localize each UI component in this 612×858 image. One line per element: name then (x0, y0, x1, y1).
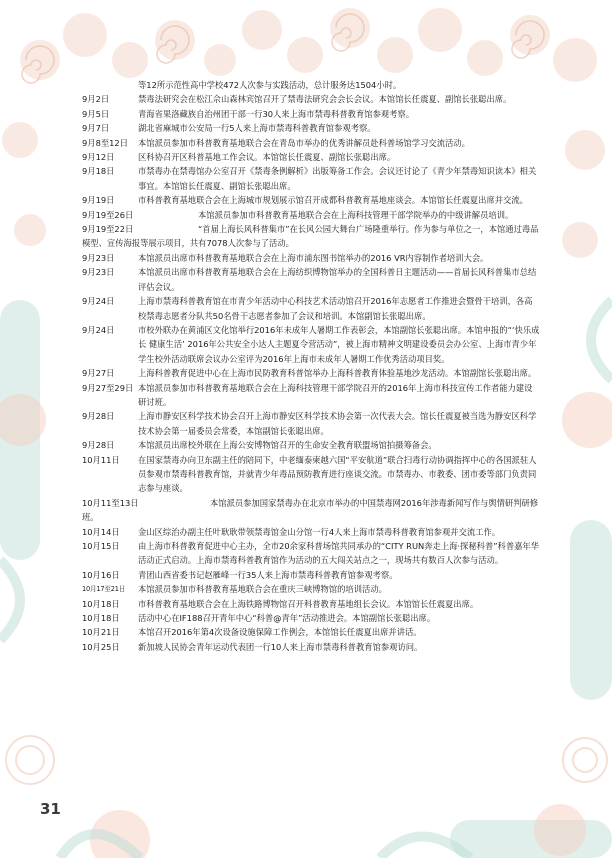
entry-date: 9月19日 (82, 195, 115, 206)
entry-date: 9月8至12日 (82, 137, 129, 148)
chronicle-entry (82, 92, 540, 106)
page-number: 31 (40, 800, 61, 818)
entry-text: 金山区综治办副主任叶耿耿带领禁毒馆金山分馆一行4人来上海市禁毒科普教育馆参观并交流工作。 (138, 526, 501, 537)
chronicle-entry (82, 121, 540, 135)
entry-text: 本馆召开2016年第4次设备设施保障工作例会，本馆馆长任震夏出席并讲话。 (138, 627, 422, 638)
entry-date: 10月15日 (82, 541, 120, 551)
entry-date: 10月14日 (82, 526, 120, 537)
chronicle-entry (82, 323, 540, 366)
entry-date: 9月5日 (82, 108, 110, 119)
entry-text: 市科普教育基地联合会在上海城市规划展示馆召开成都科普教育基地座谈会。本馆馆长任震夏出席并交流。 (138, 195, 528, 206)
chronicle-entry (82, 640, 540, 654)
chronicle-entry (82, 78, 540, 92)
chronicle-entry (82, 366, 540, 380)
entry-date: 9月23日 (82, 252, 115, 263)
chronicle-entry (82, 265, 540, 294)
chronicle-entry (82, 294, 540, 323)
chronicle-entry (82, 438, 540, 452)
entry-text: 由上海市科普教育促进中心主办，全市20余家科普场馆共同承办的“CITY RUN奔走上海·探秘科普”科普嘉年华活动正式启动。上海市禁毒科普教育馆作为活动的五大闯关站点之一，现场共有数百人次参与活动。 (138, 541, 540, 566)
entry-date: 9月19至26日 (82, 209, 134, 220)
chronicle-entry (82, 597, 540, 611)
entry-text: 上海科普教育促进中心在上海市民防教育科普馆举办上海科普教育体验基地沙龙活动。本馆副馆长张聪出席。 (138, 368, 537, 379)
entry-text: 区科协召开区科普基地工作会议。本馆馆长任震夏、副馆长张聪出席。 (138, 152, 396, 163)
entry-text: 湖北省麻城市公安局一行5人来上海市禁毒科普教育馆参观考察。 (138, 123, 376, 134)
chronicle-entry (82, 568, 540, 582)
entry-text: 新加坡人民协会青年运动代表团一行10人来上海市禁毒科普教育馆参观访问。 (138, 641, 423, 652)
chronicle-entry (82, 136, 540, 150)
chronicle-entry (82, 625, 540, 639)
chronicle-entry (82, 208, 540, 222)
entry-text: 青团山西省委书记赵雁峰一行35人来上海市禁毒科普教育馆参观考察。 (138, 569, 398, 580)
entry-text: 市校外联办在黄浦区文化馆举行2016年未成年人暑期工作表彰会，本馆副馆长张聪出席。本馆申报的“‘快乐成长 健康生活’ 2016年公共安全小达人主题夏令营活动”，被上海市精神文明建设委员会办公室、上海市青少年学生校外活动联席会议办公室评为2016年上海市未成年人暑期工作优秀活动项目奖。 (138, 324, 540, 364)
chronicle-entry (82, 525, 540, 539)
chronicle-entry (82, 496, 540, 525)
chronicle-entry (82, 164, 540, 193)
entry-text: 活动中心在IF188召开青年中心“科普@青年”活动推进会。本馆副馆长张聪出席。 (138, 613, 436, 624)
chronicle-entry (82, 222, 540, 251)
entry-date: 9月24日 (82, 296, 115, 307)
entry-text: 禁毒法研究会在松江佘山森林宾馆召开了禁毒法研究会会长会议。本馆馆长任震夏、副馆长张聪出席。 (138, 94, 512, 105)
chronicle-entry (82, 251, 540, 265)
entry-date: 10月11日 (82, 454, 120, 465)
chronicle-entry (82, 453, 540, 496)
entry-date: 9月27至29日 (82, 382, 134, 393)
entry-date: 10月25日 (82, 641, 120, 652)
entry-text: 市禁毒办在禁毒馆办公室召开《禁毒条例解析》出版筹备工作会。会议还讨论了《青少年禁毒知识读本》相关事宜。本馆馆长任震夏、副馆长张聪出席。 (138, 166, 537, 191)
entry-text: 本馆派员参加市科普教育基地联合会在重庆三峡博物馆的培训活动。 (138, 584, 387, 595)
chronicle-entry (82, 409, 540, 438)
entry-text: 在国家禁毒办向卫东副主任的陪同下，中老缅泰柬越六国“平安航道”联合扫毒行动协调指挥中心的各国派驻人员参观市禁毒科普教育馆，并就青少年毒品预防教育进行座谈交流。市禁毒办、市教委、团市委等部门负责同志参与座谈。 (138, 454, 537, 494)
entry-date: 10月21日 (82, 627, 120, 638)
entry-date: 9月24日 (82, 324, 115, 335)
entry-text: 市科普教育基地联合会在上海铁路博物馆召开科普教育基地组长会议。本馆馆长任震夏出席。 (138, 598, 479, 609)
entry-text: “首届上海长风科普集市”在长风公园大舞台广场隆重举行。作为参与单位之一，本馆通过毒品模型、宣传海报等展示项目，共有7078人次参与了活动。 (82, 224, 539, 249)
chronicle-entry (82, 539, 540, 568)
entry-text: 本馆派员参加市科普教育基地联合会在青岛市举办的优秀讲解员赴科普场馆学习交流活动。 (138, 137, 470, 148)
entry-text: 本馆派员出席市科普教育基地联合会在上海市浦东图书馆举办的2016 VR内容制作者培训大会。 (138, 252, 489, 263)
entry-date: 9月19至22日 (82, 224, 134, 235)
entry-date: 10月18日 (82, 598, 120, 609)
entry-text: 本馆派员参加国家禁毒办在北京市举办的中国禁毒网2016年涉毒新闻写作与舆情研判研修班。 (82, 497, 539, 523)
chronicle-entry (82, 381, 540, 410)
chronicle-entry (82, 582, 540, 596)
entry-text: 本馆派员出席市科普教育基地联合会在上海纺织博物馆举办的全国科普日主题活动——首届长风科普集市总结评估会议。 (138, 267, 537, 292)
entry-date: 9月27日 (82, 368, 115, 379)
entry-date: 9月2日 (82, 94, 110, 105)
entry-text: 上海市静安区科学技术协会召开上海市静安区科学技术协会第一次代表大会。馆长任震夏被当选为静安区科学技术协会第一届委员会常委，本馆副馆长张聪出席。 (138, 411, 537, 436)
entry-date: 10月16日 (82, 569, 120, 580)
entry-date: 9月28日 (82, 440, 115, 451)
chronicle-entry (82, 107, 540, 121)
entry-date: 10月11至13日 (82, 497, 139, 508)
entry-text: 本馆派员出席校外联在上海公安博物馆召开的生命安全教育联盟场馆拍摄筹备会。 (138, 440, 437, 451)
chronicle-entry (82, 611, 540, 625)
entry-text: 本馆派员参加市科普教育基地联合会在上海科技管理干部学院举办的中级讲解员培训。 (198, 209, 514, 220)
entry-text: 等12所示范性高中学校472人次参与实践活动，总计服务达1504小时。 (138, 80, 402, 90)
chronicle-list (82, 78, 540, 654)
chronicle-entry (82, 193, 540, 207)
entry-date: 9月7日 (82, 123, 110, 134)
entry-date: 9月23日 (82, 267, 115, 278)
entry-date: 10月17至21日 (82, 585, 126, 594)
entry-date: 9月28日 (82, 411, 115, 422)
entry-date: 10月18日 (82, 613, 120, 624)
entry-date: 9月18日 (82, 166, 115, 177)
chronicle-entry (82, 150, 540, 164)
entry-text: 青海省果洛藏族自治州团干部一行30人来上海市禁毒科普教育馆参观考察。 (138, 108, 415, 119)
entry-text: 上海市禁毒科普教育馆在市青少年活动中心科技艺术活动馆召开2016年志愿者工作推进会暨骨干培训，各高校禁毒志愿者分队共50名骨干志愿者参加了会议和培训。本馆副馆长张聪出席。 (138, 296, 533, 321)
entry-date: 9月12日 (82, 152, 115, 163)
entry-text: 本馆派员参加市科普教育基地联合会在上海科技管理干部学院召开的2016年上海市科技宣传工作者能力建设研讨班。 (138, 382, 533, 407)
